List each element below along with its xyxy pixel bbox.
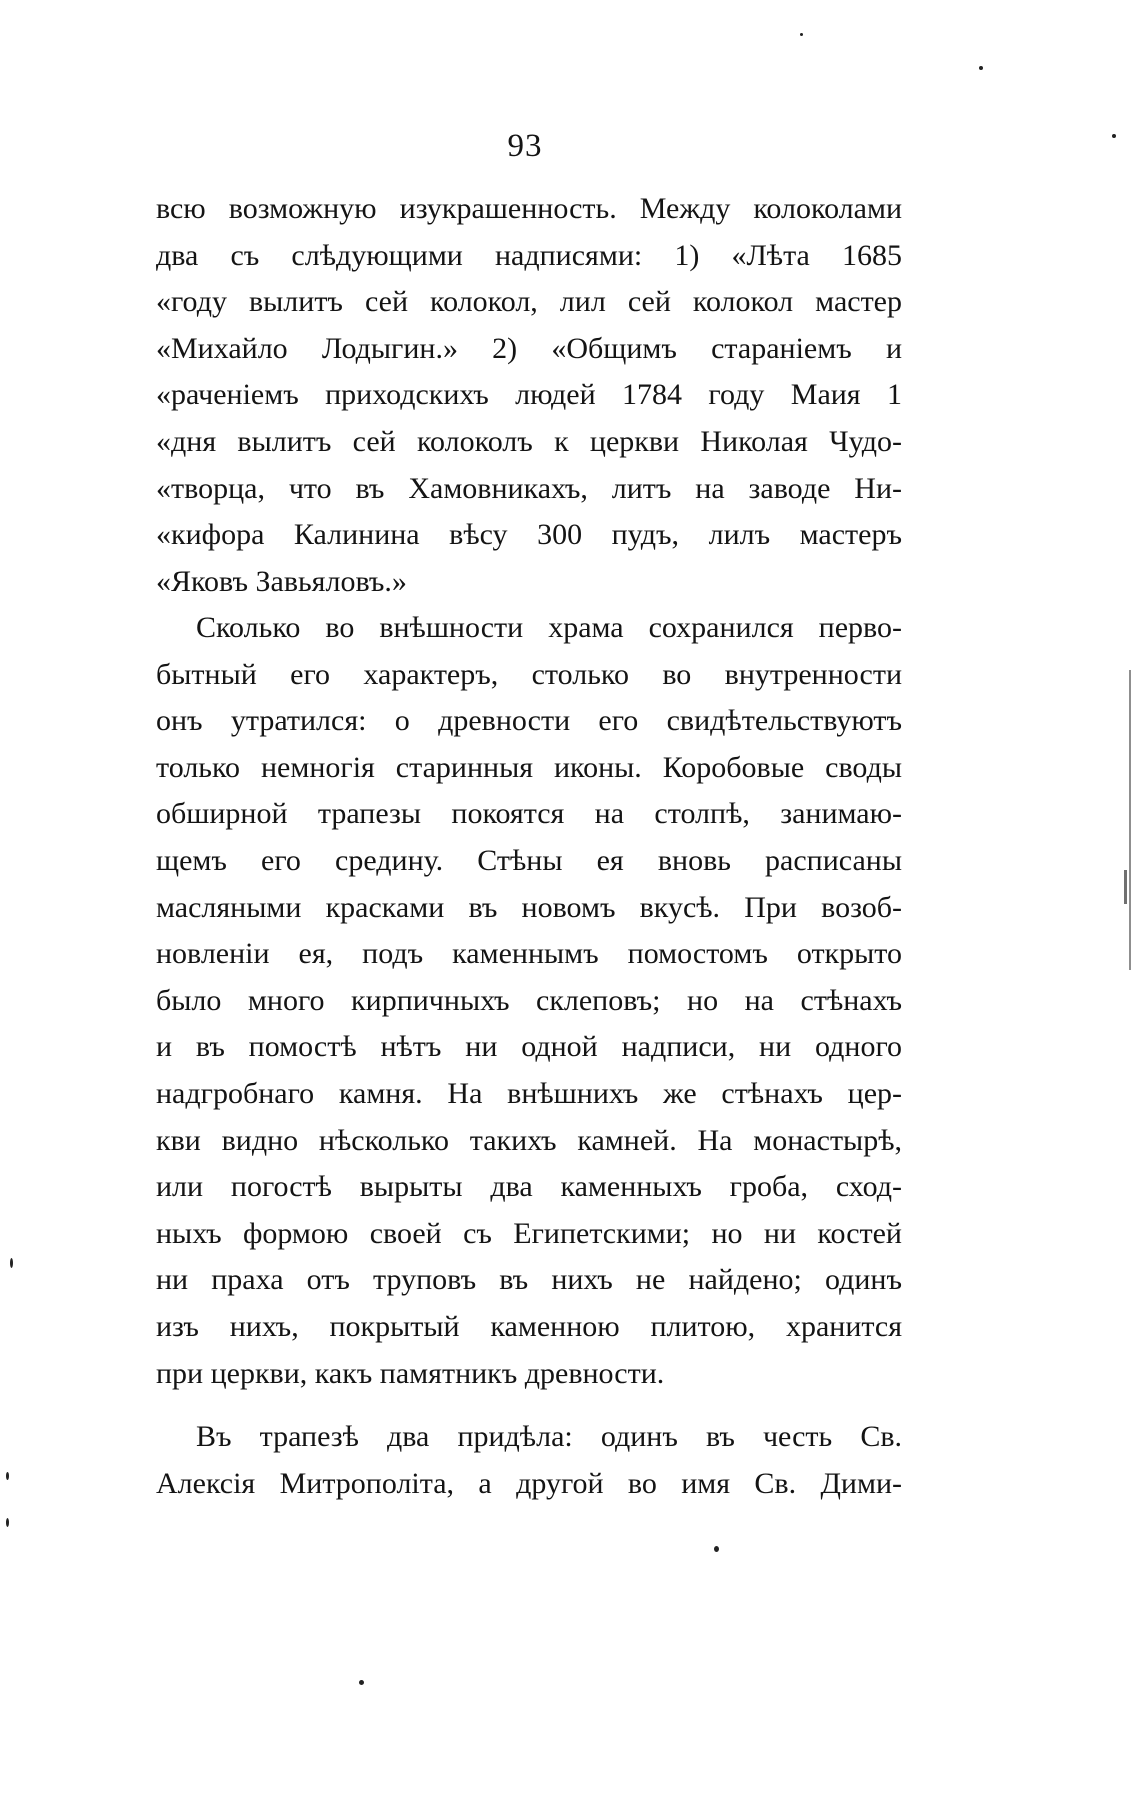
text-line: изъ нихъ, покрытый каменною плитою, хранится	[156, 1309, 902, 1343]
text-line: ныхъ формою своей съ Египетскими; но ни костей	[156, 1216, 902, 1250]
scan-speck	[714, 1546, 719, 1552]
paragraph-2	[156, 605, 902, 1397]
text-line: ни праха отъ труповъ въ нихъ не найдено; одинъ	[156, 1263, 902, 1297]
scan-speck	[979, 66, 983, 70]
paragraph-3	[156, 1414, 902, 1507]
text-line: или погостѣ вырыты два каменныхъ гроба, сход-	[156, 1170, 902, 1204]
text-line: бытный его характеръ, столько во внутренности	[156, 657, 902, 691]
text-line: «раченіемъ приходскихъ людей 1784 году Маия 1	[156, 378, 902, 412]
text-line: и въ помостѣ нѣтъ ни одной надписи, ни одного	[156, 1030, 902, 1064]
text-line: «дня вылитъ сей колоколъ к церкви Николая Чудо-	[156, 424, 902, 458]
text-line: онъ утратился: о древности его свидѣтельствуютъ	[156, 704, 902, 738]
binding-shadow	[1129, 670, 1131, 970]
text-line: было много кирпичныхъ склеповъ; но на стѣнахъ	[156, 983, 902, 1017]
scan-speck	[6, 1518, 9, 1527]
text-line: новленіи ея, подъ каменнымъ помостомъ открыто	[156, 937, 902, 971]
paragraph-1	[156, 186, 902, 605]
text-line: два съ слѣдующими надписями: 1) «Лѣта 1685	[156, 238, 902, 272]
text-line: «Яковъ Завьяловъ.»	[156, 564, 407, 598]
text-line: масляными красками въ новомъ вкусѣ. При возоб-	[156, 890, 902, 924]
scan-speck	[6, 1472, 9, 1480]
scan-speck	[1112, 134, 1116, 138]
text-line: кви видно нѣсколько такихъ камней. На монастырѣ,	[156, 1123, 902, 1157]
scan-speck	[800, 33, 803, 36]
text-line: Алексія Митрополіта, а другой во имя Св. Дими-	[156, 1466, 902, 1500]
binding-shadow	[1124, 870, 1127, 904]
scan-speck	[10, 1258, 13, 1268]
text-line: Сколько во внѣшности храма сохранился перво-	[196, 611, 902, 644]
text-line: при церкви, какъ памятникъ древности.	[156, 1356, 665, 1390]
text-line: только немногія старинныя иконы. Коробовые своды	[156, 750, 902, 784]
text-line: обширной трапезы покоятся на столпѣ, занимаю-	[156, 797, 902, 831]
text-line: «Михайло Лодыгин.» 2) «Общимъ стараніемъ и	[156, 331, 902, 365]
scan-speck	[359, 1680, 364, 1685]
text-line: Въ трапезѣ два придѣла: одинъ въ честь Св.	[196, 1420, 902, 1453]
text-line: «творца, что въ Хамовникахъ, литъ на заводе Ни-	[156, 471, 902, 505]
text-line: «кифора Калинина вѣсу 300 пудъ, лилъ мастеръ	[156, 518, 902, 552]
page-number: 93	[507, 128, 543, 164]
text-line: щемъ его средину. Стѣны ея вновь расписаны	[156, 843, 902, 877]
text-line: «году вылитъ сей колокол, лил сей колокол мастер	[156, 285, 902, 319]
text-line: надгробнаго камня. На внѣшнихъ же стѣнахъ цер-	[156, 1076, 902, 1110]
text-line: всю возможную изукрашенность. Между колоколами	[156, 192, 902, 225]
